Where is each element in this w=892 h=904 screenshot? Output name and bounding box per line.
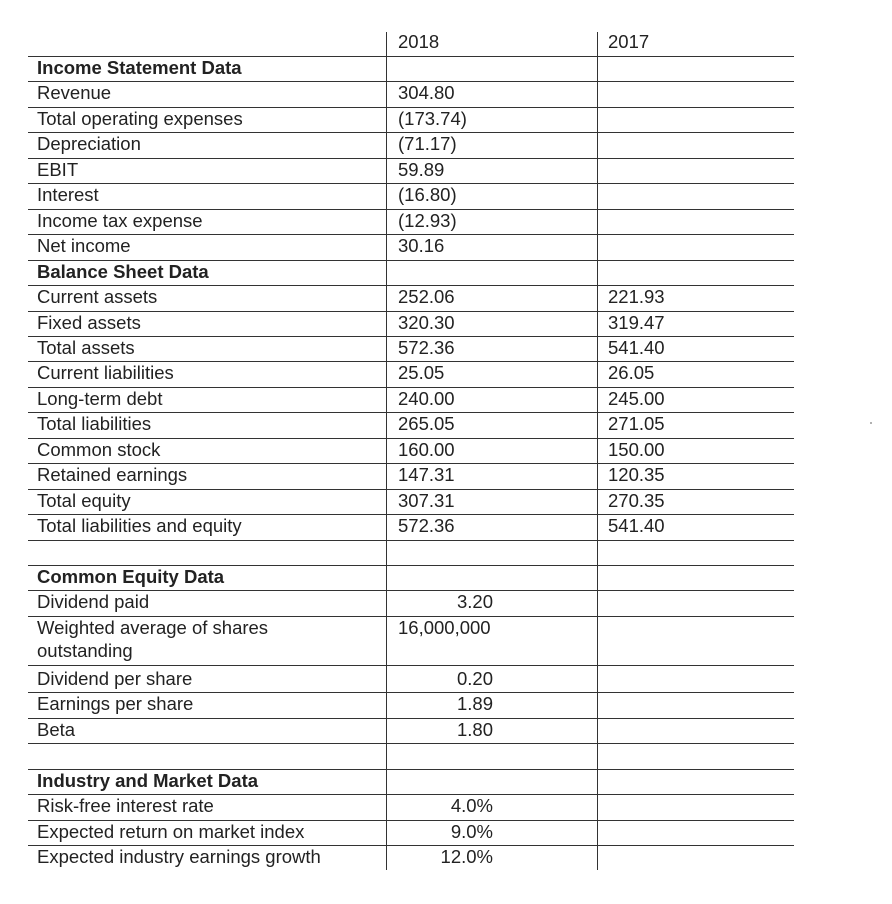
value-2018: 25.05 <box>398 362 445 384</box>
header-2017: 2017 <box>608 31 650 52</box>
header-2018: 2018 <box>398 31 440 52</box>
value-2017: 150.00 <box>608 438 665 460</box>
value-2018: 16,000,000 <box>398 616 491 638</box>
value-2018: (16.80) <box>398 184 457 206</box>
value-2018: 304.80 <box>398 82 455 104</box>
value-2018: 12.0% <box>440 845 493 867</box>
row-label-continuation: outstanding <box>37 640 133 662</box>
value-2017: 541.40 <box>608 336 665 358</box>
row-label: Total assets <box>37 336 135 358</box>
row-label: Depreciation <box>37 133 141 155</box>
value-2018: 240.00 <box>398 387 455 409</box>
value-2017: 26.05 <box>608 362 655 384</box>
row-label: Expected industry earnings growth <box>37 845 321 867</box>
value-2018: (173.74) <box>398 107 467 129</box>
value-2018: 320.30 <box>398 311 455 333</box>
value-2018: 59.89 <box>398 158 445 180</box>
row-label: Common stock <box>37 438 161 460</box>
row-label: Net income <box>37 235 131 257</box>
section-heading: Industry and Market Data <box>37 769 259 791</box>
value-2018: 4.0% <box>450 795 493 817</box>
value-2018: 265.05 <box>398 413 455 435</box>
scan-speck <box>870 422 872 424</box>
row-border <box>28 540 794 541</box>
row-border <box>28 743 794 744</box>
value-2018: 1.89 <box>456 693 493 715</box>
row-label: Total liabilities and equity <box>37 515 242 537</box>
value-2018: 572.36 <box>398 515 455 537</box>
row-label: Current assets <box>37 286 158 308</box>
row-label: Revenue <box>37 82 112 104</box>
row-label: Fixed assets <box>37 311 141 333</box>
row-label: Long-term debt <box>37 387 163 409</box>
section-heading: Balance Sheet Data <box>37 260 209 282</box>
row-label: Current liabilities <box>37 362 174 384</box>
value-2018: 9.0% <box>450 820 493 842</box>
value-2018: 1.80 <box>456 718 493 740</box>
row-label: Dividend paid <box>37 591 150 613</box>
row-label: Total operating expenses <box>37 107 243 129</box>
row-label: Earnings per share <box>37 693 194 715</box>
row-label: Dividend per share <box>37 667 193 689</box>
value-2018: 160.00 <box>398 438 455 460</box>
row-label: Weighted average of shares <box>37 616 269 638</box>
value-2017: 541.40 <box>608 515 665 537</box>
value-2018: (12.93) <box>398 209 457 231</box>
value-2017: 319.47 <box>608 311 665 333</box>
row-label: Expected return on market index <box>37 820 305 842</box>
value-2018: 30.16 <box>398 235 445 257</box>
row-label: EBIT <box>37 158 79 180</box>
row-border <box>28 665 794 666</box>
row-label: Risk-free interest rate <box>37 795 214 817</box>
value-2018: (71.17) <box>398 133 457 155</box>
row-label: Beta <box>37 718 76 740</box>
value-2018: 0.20 <box>456 667 493 689</box>
value-2017: 221.93 <box>608 286 665 308</box>
row-label: Income tax expense <box>37 209 203 231</box>
section-heading: Common Equity Data <box>37 566 225 587</box>
value-2017: 120.35 <box>608 464 665 486</box>
value-2017: 270.35 <box>608 489 665 511</box>
value-2018: 147.31 <box>398 464 455 486</box>
value-2018: 252.06 <box>398 286 455 308</box>
row-label: Total liabilities <box>37 413 152 435</box>
value-2017: 245.00 <box>608 387 665 409</box>
value-2017: 271.05 <box>608 413 665 435</box>
row-label: Total equity <box>37 489 131 511</box>
value-2018: 572.36 <box>398 336 455 358</box>
row-label: Retained earnings <box>37 464 188 486</box>
value-2018: 307.31 <box>398 489 455 511</box>
section-heading: Income Statement Data <box>37 57 242 78</box>
value-2018: 3.20 <box>456 591 493 613</box>
row-label: Interest <box>37 184 99 206</box>
